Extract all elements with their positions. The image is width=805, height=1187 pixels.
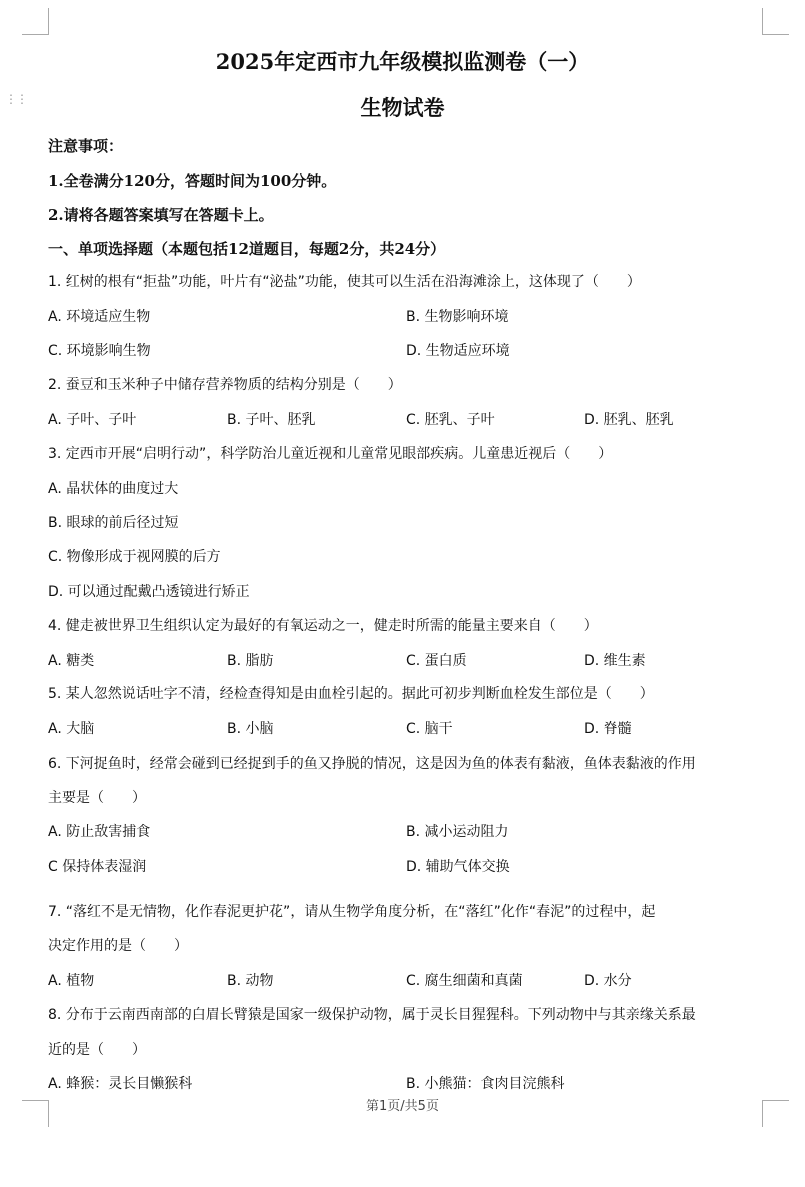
- option-c: C. 蛋白质: [406, 653, 467, 669]
- option-b: B. 小熊猫：食肉目浣熊科: [406, 1076, 565, 1092]
- notes-heading: 注意事项：: [48, 137, 124, 155]
- option-b: B. 脂肪: [227, 653, 274, 669]
- crop-mark-top-right: [762, 8, 789, 35]
- option-c: C. 物像形成于视网膜的后方: [48, 549, 221, 565]
- question-stem: 6. 下河捉鱼时，经常会碰到已经捉到手的鱼又挣脱的情况，这是因为鱼的体表有黏液，鱼体表黏液的作用: [48, 756, 696, 772]
- drag-handle-icon[interactable]: ⋮⋮: [5, 92, 27, 106]
- option-c: C. 腐生细菌和真菌: [406, 973, 523, 989]
- option-a: A. 植物: [48, 973, 95, 989]
- crop-mark-top-left: [22, 8, 49, 35]
- question-stem: 2. 蚕豆和玉米种子中储存营养物质的结构分别是（ ）: [48, 377, 402, 393]
- question-stem-continued: 近的是（ ）: [48, 1042, 146, 1058]
- notes-item: 1.全卷满分120分，答题时间为100分钟。: [48, 172, 337, 190]
- option-b: B. 减小运动阻力: [406, 824, 509, 840]
- option-a: A. 糖类: [48, 653, 95, 669]
- option-a: A. 大脑: [48, 721, 95, 737]
- option-d: D. 水分: [584, 973, 632, 989]
- option-d: D. 胚乳、胚乳: [584, 412, 674, 428]
- option-c: C 保持体表湿润: [48, 859, 147, 875]
- question-stem-continued: 决定作用的是（ ）: [48, 938, 188, 954]
- option-a: A. 环境适应生物: [48, 309, 151, 325]
- question-stem: 5. 某人忽然说话吐字不清，经检查得知是由血栓引起的。据此可初步判断血栓发生部位是（ ）: [48, 686, 654, 702]
- option-a: A. 子叶、子叶: [48, 412, 137, 428]
- option-b: B. 生物影响环境: [406, 309, 509, 325]
- option-a: A. 晶状体的曲度过大: [48, 481, 179, 497]
- question-stem: 1. 红树的根有“拒盐”功能，叶片有“泌盐”功能，使其可以生活在沿海滩涂上，这体现了（ ）: [48, 274, 641, 290]
- option-b: B. 眼球的前后径过短: [48, 515, 179, 531]
- page-number: 第1页/共5页: [366, 1099, 439, 1114]
- option-b: B. 动物: [227, 973, 274, 989]
- question-stem-continued: 主要是（ ）: [48, 790, 146, 806]
- option-c: C. 脑干: [406, 721, 453, 737]
- section-heading: 一、单项选择题（本题包括12道题目，每题2分，共24分）: [48, 240, 446, 258]
- option-d: D. 脊髓: [584, 721, 632, 737]
- question-stem: 7. “落红不是无情物，化作春泥更护花”，请从生物学角度分析，在“落红”化作“春泥”的过程中，起: [48, 904, 656, 920]
- question-stem: 3. 定西市开展“启明行动”，科学防治儿童近视和儿童常见眼部疾病。儿童患近视后（ ）: [48, 446, 613, 462]
- option-b: B. 子叶、胚乳: [227, 412, 316, 428]
- option-c: C. 环境影响生物: [48, 343, 151, 359]
- option-a: A. 防止敌害捕食: [48, 824, 151, 840]
- question-stem: 4. 健走被世界卫生组织认定为最好的有氧运动之一，健走时所需的能量主要来自（ ）: [48, 618, 598, 634]
- notes-item: 2.请将各题答案填写在答题卡上。: [48, 206, 274, 224]
- option-d: D. 辅助气体交换: [406, 859, 510, 875]
- option-a: A. 蜂猴：灵长目懒猴科: [48, 1076, 193, 1092]
- question-stem: 8. 分布于云南西南部的白眉长臂猿是国家一级保护动物，属于灵长目猩猩科。下列动物中与其亲缘关系最: [48, 1007, 696, 1023]
- option-d: D. 生物适应环境: [406, 343, 510, 359]
- exam-title: 2025年定西市九年级模拟监测卷（一）: [215, 49, 590, 74]
- option-d: D. 维生素: [584, 653, 646, 669]
- exam-subject: 生物试卷: [360, 95, 445, 120]
- option-d: D. 可以通过配戴凸透镜进行矫正: [48, 584, 250, 600]
- option-c: C. 胚乳、子叶: [406, 412, 495, 428]
- option-b: B. 小脑: [227, 721, 274, 737]
